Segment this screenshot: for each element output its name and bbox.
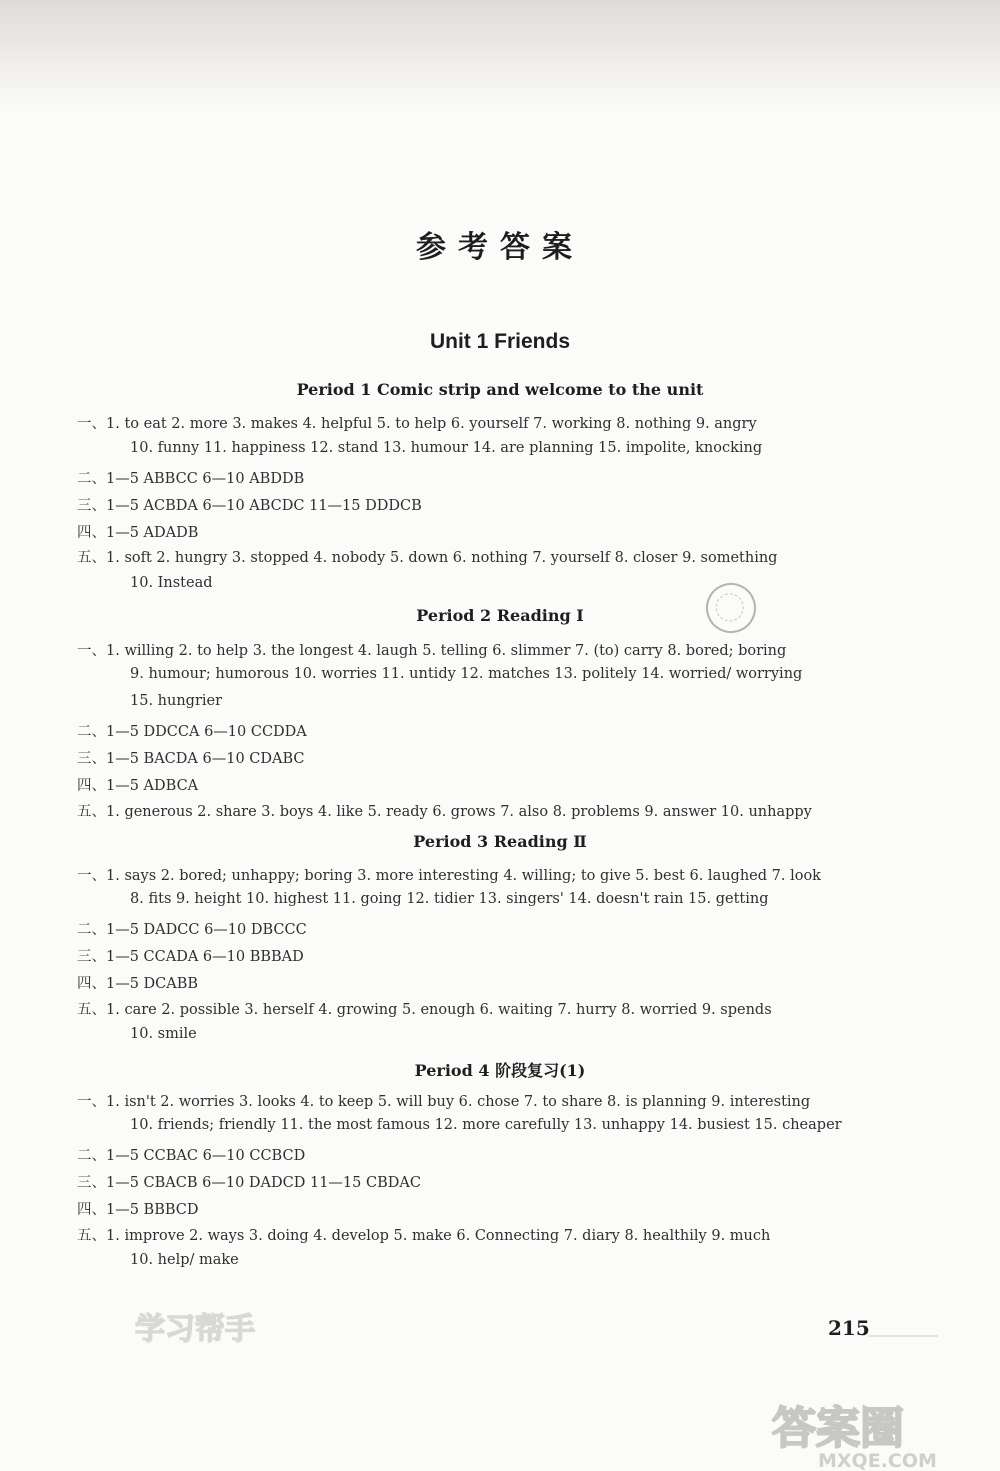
answer-line: 10. friends; friendly 11. the most famous 12. more carefully 13. unhappy 14. busiest 15. cheaper [130,1117,842,1133]
answer-line: 8. fits 9. height 10. highest 11. going 12. tidier 13. singers' 14. doesn't rain 15. getting [130,891,769,907]
answer-line: 二、1—5 ABBCC 6—10 ABDDB [77,471,305,487]
page-number-ornament [868,1328,938,1338]
period-4-heading: Period 4 阶段复习(1) [414,1061,586,1080]
answer-line: 二、1—5 DDCCA 6—10 CCDDA [77,724,307,740]
svg-text:答案圈: 答案圈 [772,1403,904,1454]
period-2-heading: Period 2 Reading Ⅰ [416,606,584,625]
answer-line: 10. funny 11. happiness 12. stand 13. humour 14. are planning 15. impolite, knocking [130,440,763,456]
period-1-heading: Period 1 Comic strip and welcome to the unit [296,380,704,399]
answer-line: 五、1. soft 2. hungry 3. stopped 4. nobody 5. down 6. nothing 7. yourself 8. closer 9. something [77,550,778,566]
answer-line: 四、1—5 ADBCA [77,778,199,794]
answer-line: 五、1. generous 2. share 3. boys 4. like 5. ready 6. grows 7. also 8. problems 9. answer 10. unhappy [77,804,812,820]
answer-line: 三、1—5 BACDA 6—10 CDABC [77,751,305,767]
answer-line: 四、1—5 BBBCD [77,1202,199,1218]
answer-line: 三、1—5 CBACB 6—10 DADCD 11—15 CBDAC [77,1175,421,1191]
answer-line: 一、1. to eat 2. more 3. makes 4. helpful 5. to help 6. yourself 7. working 8. nothing 9. angry [77,416,757,432]
answer-line: 五、1. improve 2. ways 3. doing 4. develop 5. make 6. Connecting 7. diary 8. healthily 9. much [77,1228,771,1244]
answer-line: 一、1. isn't 2. worries 3. looks 4. to keep 5. will buy 6. chose 7. to share 8. is planning 9. interesting [77,1094,811,1110]
page-top-shadow [0,0,1000,110]
period-3-heading: Period 3 Reading Ⅱ [413,832,587,851]
answer-line: 15. hungrier [130,693,223,709]
watermark-logo [770,1395,995,1471]
svg-text:学习帮手: 学习帮手 [135,1312,255,1347]
answer-line: 一、1. says 2. bored; unhappy; boring 3. more interesting 4. willing; to give 5. best 6. laughed 7. look [77,868,821,884]
answer-line: 二、1—5 DADCC 6—10 DBCCC [77,922,307,938]
watermark-logo [135,1305,275,1351]
answer-line: 二、1—5 CCBAC 6—10 CCBCD [77,1148,306,1164]
page-number: 215 [828,1316,870,1340]
unit-title: Unit 1 Friends [429,330,571,353]
svg-text:MXQE.COM: MXQE.COM [818,1450,937,1471]
answer-line: 一、1. willing 2. to help 3. the longest 4. laugh 5. telling 6. slimmer 7. (to) carry 8. bored; boring [77,643,787,659]
answer-line: 五、1. care 2. possible 3. herself 4. growing 5. enough 6. waiting 7. hurry 8. worried 9. spends [77,1002,772,1018]
answer-line: 10. Instead [130,575,213,591]
page-title: 参考答案 [416,230,584,265]
answer-line: 9. humour; humorous 10. worries 11. untidy 12. matches 13. politely 14. worried/ worrying [130,666,803,682]
answer-line: 三、1—5 ACBDA 6—10 ABCDC 11—15 DDDCB [77,498,422,514]
answer-line: 四、1—5 ADADB [77,525,199,541]
answer-line: 10. smile [130,1026,197,1042]
answer-line: 10. help/ make [130,1252,239,1268]
answer-line: 四、1—5 DCABB [77,976,199,992]
answer-line: 三、1—5 CCADA 6—10 BBBAD [77,949,304,965]
